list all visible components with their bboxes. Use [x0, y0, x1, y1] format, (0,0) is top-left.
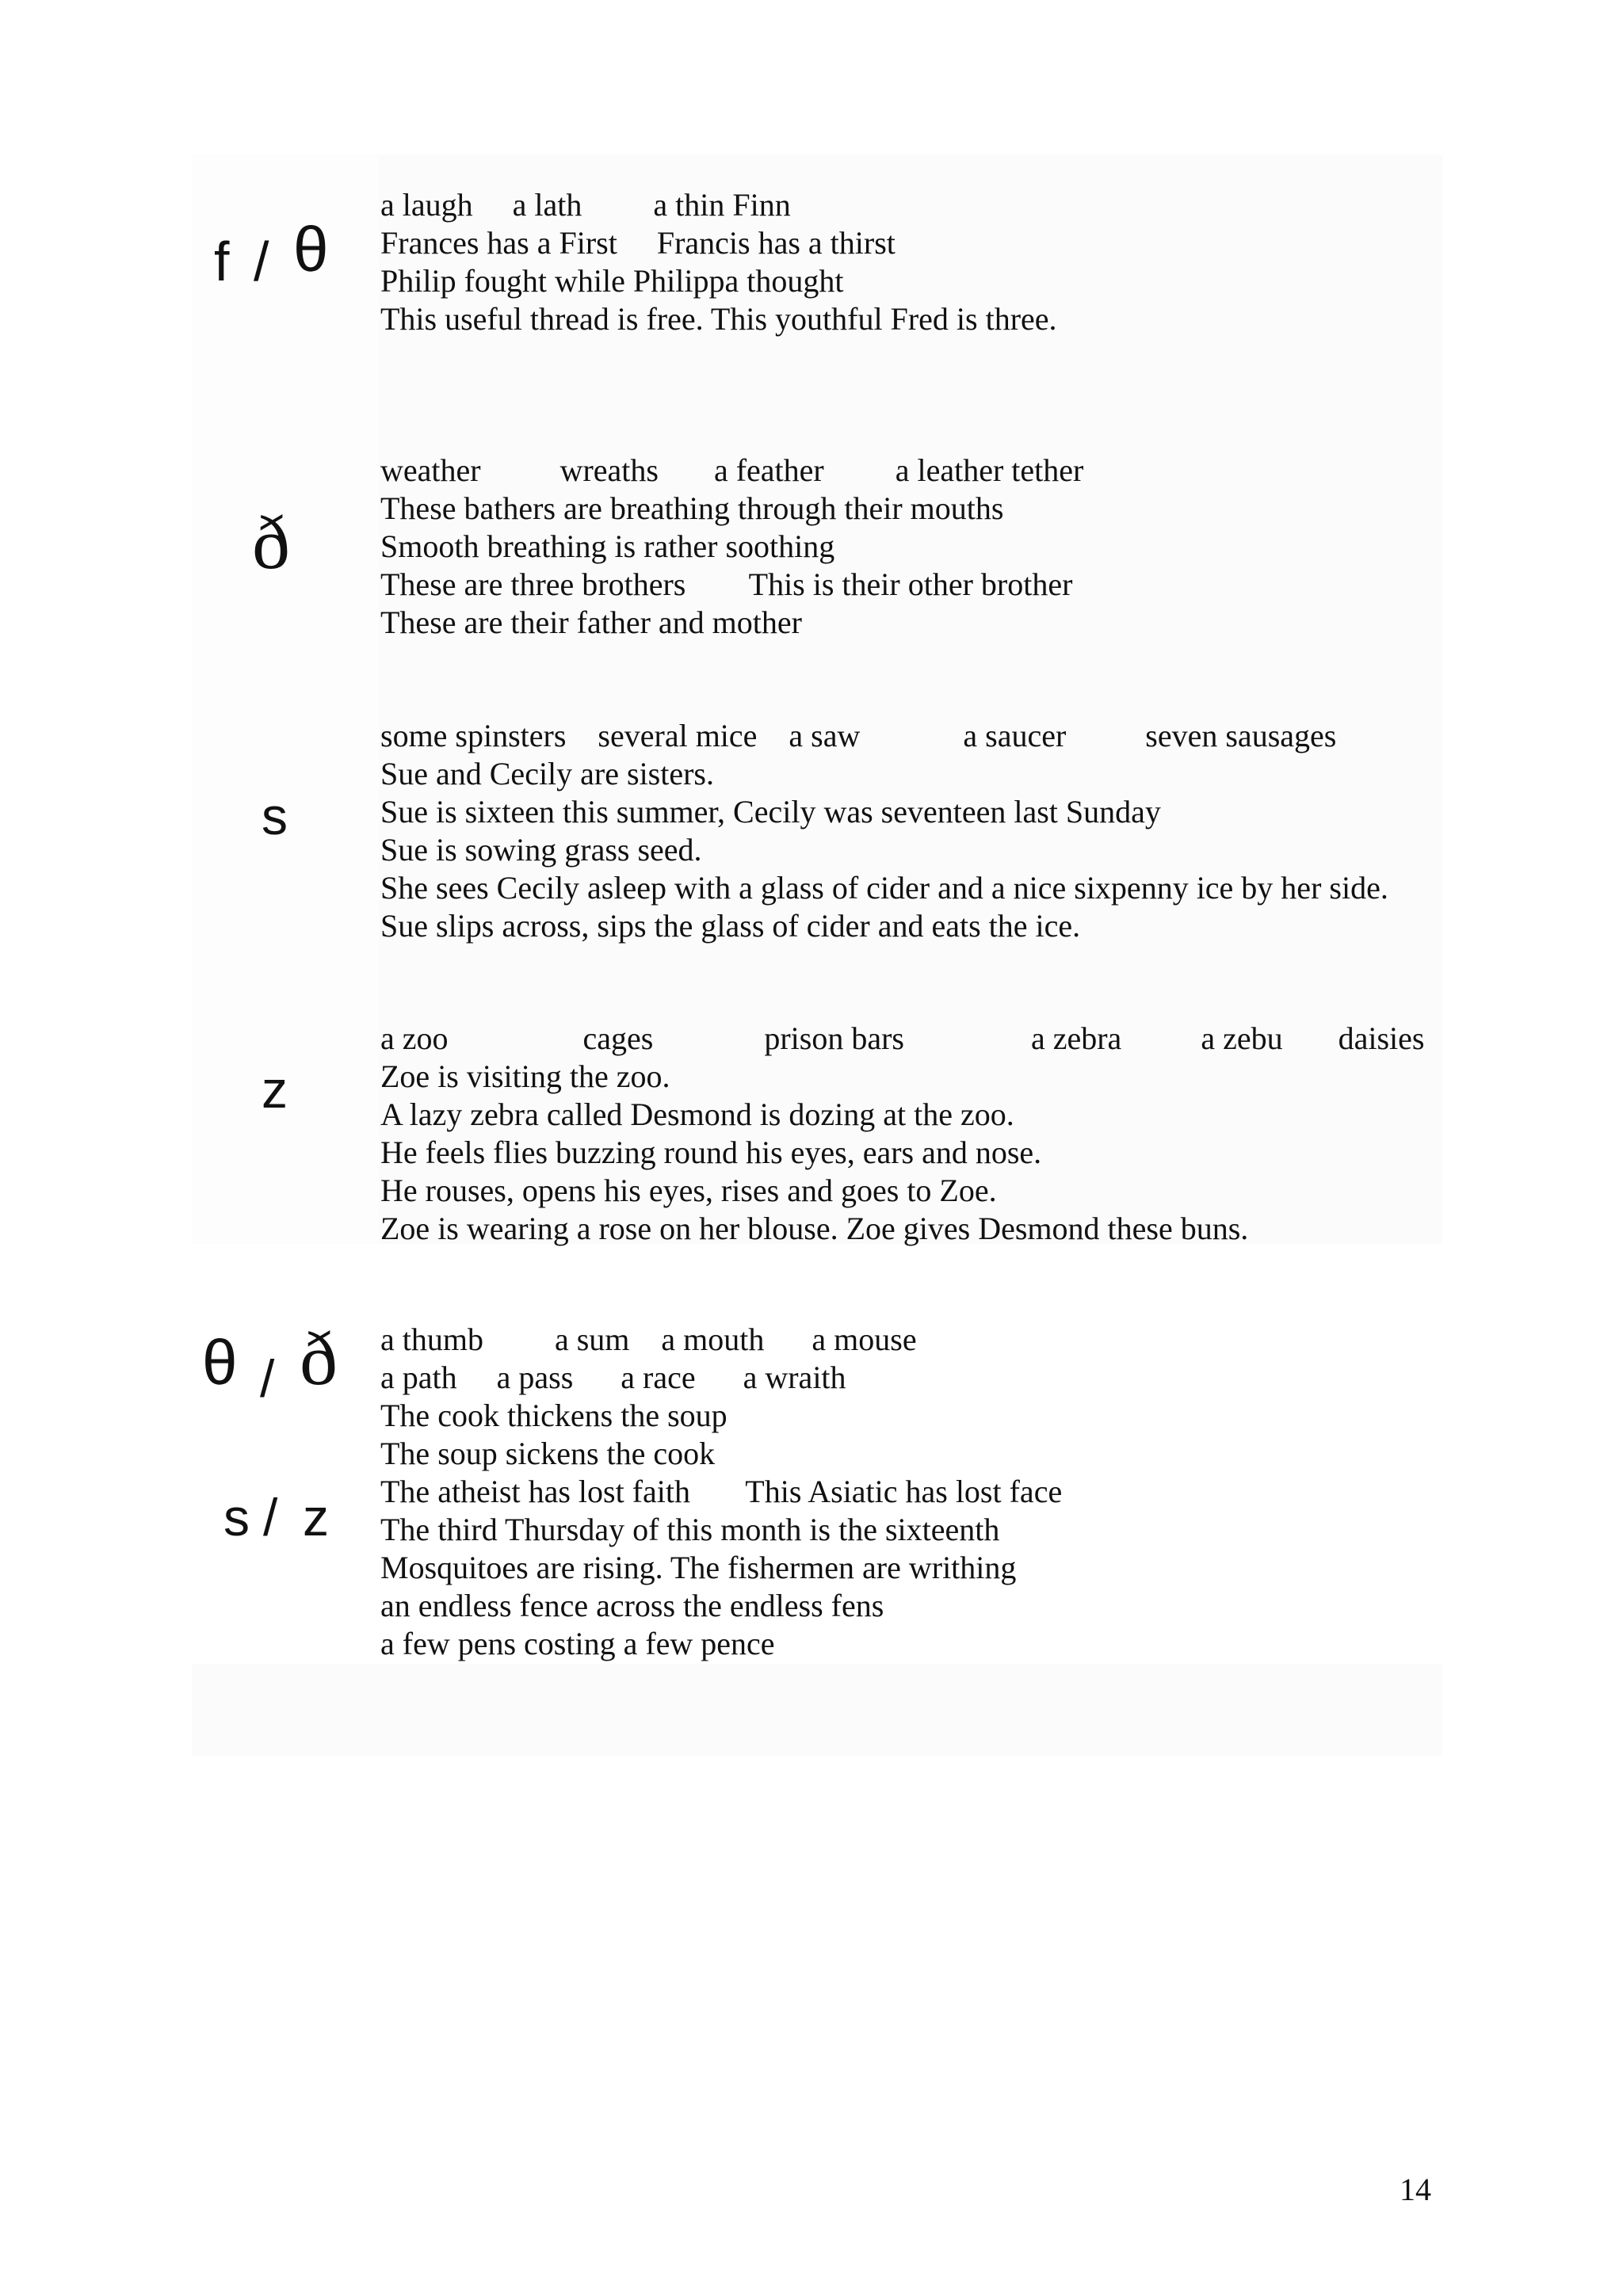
exercise-panel-footer: [192, 1664, 1442, 1756]
practice-line: The third Thursday of this month is the sixteenth: [380, 1512, 1000, 1547]
page-number: 14: [1400, 2172, 1431, 2207]
practice-line: These are three brothers This is their other brother: [380, 566, 1073, 602]
practice-line: a laugh a lath a thin Finn: [380, 187, 791, 223]
practice-line: Sue is sowing grass seed.: [380, 832, 702, 868]
phoneme-symbol-s: s: [262, 787, 288, 845]
practice-line: Sue slips across, sips the glass of cider and eats the ice.: [380, 908, 1081, 944]
practice-line: Sue is sixteen this summer, Cecily was seventeen last Sunday: [380, 794, 1161, 830]
practice-line: This useful thread is free. This youthful Fred is three.: [380, 301, 1057, 337]
practice-line: The soup sickens the cook: [380, 1436, 716, 1471]
practice-line: He feels flies buzzing round his eyes, ears and nose.: [380, 1135, 1042, 1170]
practice-line: Zoe is visiting the zoo.: [380, 1058, 670, 1094]
practice-line: a few pens costing a few pence: [380, 1626, 775, 1661]
practice-line: Sue and Cecily are sisters.: [380, 756, 714, 791]
phoneme-symbol-eth: ð: [252, 500, 290, 585]
phoneme-separator: /: [263, 1488, 278, 1547]
practice-line: He rouses, opens his eyes, rises and goes to Zoe.: [380, 1173, 997, 1208]
practice-line: a thumb a sum a mouth a mouse: [380, 1322, 917, 1357]
practice-line: Frances has a First Francis has a thirst: [380, 225, 896, 261]
practice-line: Zoe is wearing a rose on her blouse. Zoe gives Desmond these buns.: [380, 1211, 1249, 1246]
phoneme-separator: /: [260, 1349, 275, 1408]
practice-line: These bathers are breathing through their mouths: [380, 490, 1004, 526]
practice-line: These are their father and mother: [380, 605, 802, 640]
phoneme-symbol-s: s: [223, 1488, 250, 1547]
practice-line: weather wreaths a feather a leather tether: [380, 452, 1084, 488]
practice-line: an endless fence across the endless fens: [380, 1588, 884, 1623]
practice-line: The cook thickens the soup: [380, 1398, 727, 1433]
practice-line: She sees Cecily asleep with a glass of cider and a nice sixpenny ice by her side.: [380, 870, 1388, 906]
practice-line: a path a pass a race a wraith: [380, 1360, 846, 1395]
phoneme-symbol-z: z: [262, 1060, 288, 1119]
practice-line: a zoo cages prison bars a zebra a zebu daisies: [380, 1020, 1425, 1056]
practice-line: A lazy zebra called Desmond is dozing at the zoo.: [380, 1097, 1014, 1132]
practice-line: Smooth breathing is rather soothing: [380, 528, 835, 564]
phoneme-symbol-theta: θ: [202, 1327, 238, 1398]
practice-line: Philip fought while Philippa thought: [380, 263, 844, 299]
phoneme-separator: /: [254, 231, 269, 292]
phoneme-symbol-z: z: [303, 1488, 329, 1547]
practice-line: some spinsters several mice a saw a saucer seven sausages: [380, 718, 1337, 753]
phoneme-symbol-eth: ð: [300, 1316, 338, 1401]
practice-line: The atheist has lost faith This Asiatic has lost face: [380, 1474, 1063, 1509]
phoneme-symbol-f: f: [214, 231, 230, 292]
phoneme-symbol-theta: θ: [293, 214, 329, 284]
practice-line: Mosquitoes are rising. The fishermen are writhing: [380, 1550, 1017, 1585]
